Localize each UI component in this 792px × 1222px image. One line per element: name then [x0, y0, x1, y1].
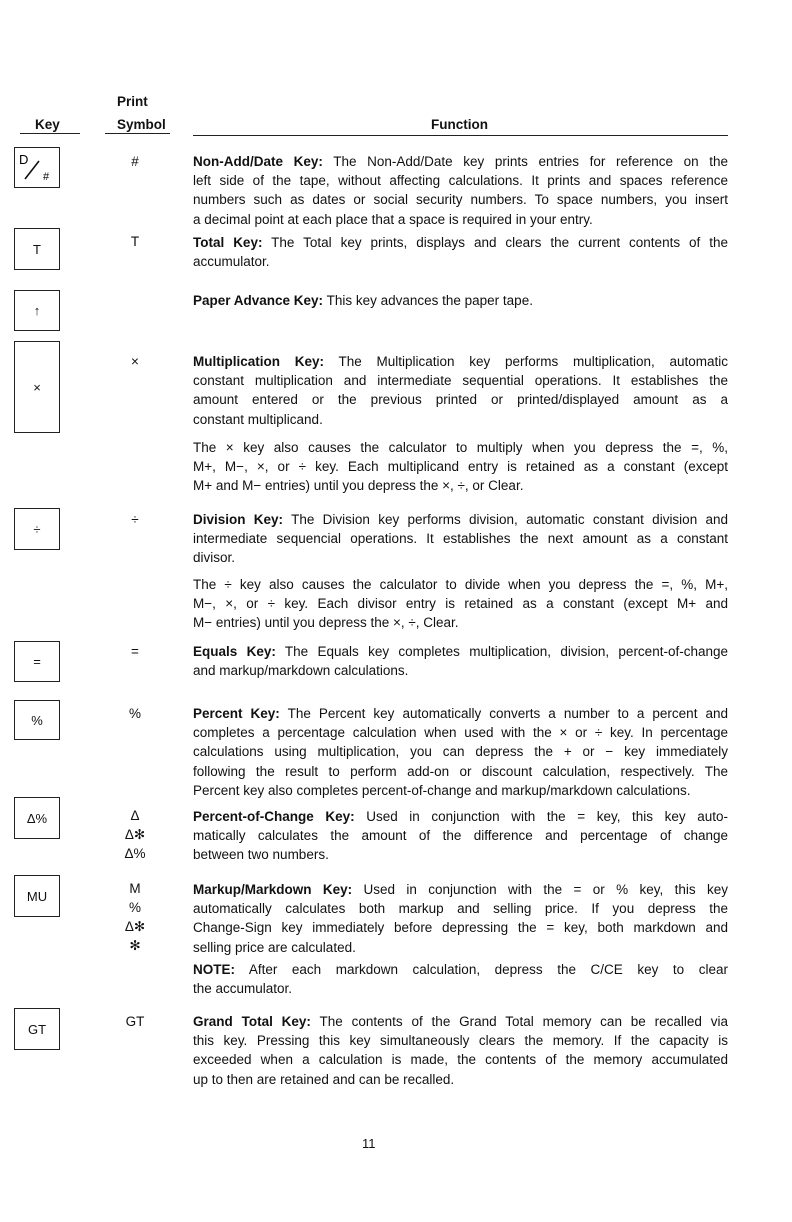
print-symbol — [110, 352, 160, 371]
function-description — [193, 575, 728, 633]
description-line — [193, 510, 728, 529]
print-symbol — [110, 232, 160, 251]
line-text: Change-Sign key immediately before depressing the = key, both markdown and — [193, 920, 728, 936]
print-symbol-line: Δ✻ — [124, 919, 146, 934]
calculator-key — [14, 147, 60, 188]
line-text: a decimal point at each place that a space is required in your entry. — [193, 211, 593, 227]
description-line — [193, 594, 728, 613]
print-symbol-line: % — [128, 706, 141, 721]
divider — [193, 135, 728, 136]
description-line — [193, 704, 728, 723]
description-line — [193, 723, 728, 742]
line-text: The Multiplication key performs multiplication, automatic — [338, 354, 728, 369]
key-label: Δ% — [26, 810, 48, 826]
print-symbol-line: Δ — [130, 808, 140, 823]
line-text: M+, M−, ×, or ÷ key. Each multiplicand entry is retained as a constant (except — [193, 459, 728, 475]
print-symbol — [110, 879, 160, 955]
key-label: GT — [27, 1021, 47, 1037]
line-text: automatically calculates both markup and selling price. If you depress the — [193, 901, 728, 917]
line-text: the accumulator. — [193, 981, 293, 997]
print-symbol-line: = — [131, 644, 139, 659]
print-symbol — [110, 152, 160, 171]
function-description — [193, 291, 728, 310]
key-title: Equals Key: — [193, 644, 276, 659]
line-text: matically calculates the amount of the difference and percentage of change — [193, 828, 728, 844]
description-line — [193, 807, 728, 826]
line-text: amount entered or the previous printed or printed/displayed amount as a — [193, 392, 728, 408]
description-line — [193, 979, 728, 998]
line-text: The Non-Add/Date key prints entries for reference on the — [333, 154, 728, 169]
line-text: M− entries) until you depress the ×, ÷, Clear. — [193, 615, 459, 631]
function-description — [193, 233, 728, 271]
line-text: left side of the tape, without affecting calculations. It prints and spaces reference — [193, 173, 728, 189]
description-line — [193, 190, 728, 209]
line-text: This key advances the paper tape. — [326, 293, 533, 308]
header-symbol: Symbol — [117, 117, 166, 132]
line-text: The Percent key automatically converts a number to a percent and — [287, 706, 728, 721]
divider — [20, 133, 80, 134]
description-line — [193, 661, 728, 680]
print-symbol — [110, 510, 160, 529]
description-line — [193, 1031, 728, 1050]
print-symbol-line: # — [131, 154, 139, 169]
description-line — [193, 438, 728, 457]
line-text: M+ and M− entries) until you depress the ×, ÷, or Clear. — [193, 478, 524, 494]
line-text: up to then are retained and can be recalled. — [193, 1071, 455, 1087]
function-description — [193, 960, 728, 998]
print-symbol-line: M — [129, 881, 141, 896]
non-add-date-key-icon — [15, 149, 59, 187]
key-title: Division Key: — [193, 512, 284, 527]
line-text: Percent key also completes percent-of-change and markup/markdown calculations. — [193, 782, 691, 798]
description-line — [193, 1050, 728, 1069]
print-symbol — [110, 704, 160, 723]
line-text: The Division key performs division, automatic constant division and — [291, 512, 729, 527]
description-line — [193, 826, 728, 845]
description-line — [193, 210, 728, 229]
line-text: constant multiplicand. — [193, 411, 323, 427]
line-text: Used in conjunction with the = or % key, this key — [363, 882, 728, 897]
calculator-key — [14, 641, 60, 682]
key-title: Paper Advance Key: — [193, 293, 324, 308]
divider — [105, 133, 170, 134]
calculator-key — [14, 1008, 60, 1050]
key-label: × — [33, 379, 41, 395]
description-line — [193, 352, 728, 371]
function-description — [193, 510, 728, 568]
print-symbol-line: T — [130, 234, 140, 249]
line-text: exceeded when a calculation is made, the contents of the memory accumulated — [193, 1052, 728, 1068]
svg-text:D: D — [19, 151, 29, 167]
print-symbol-line: Δ% — [124, 846, 146, 861]
line-text: The ÷ key also causes the calculator to divide when you depress the =, %, M+, — [193, 577, 728, 592]
key-label: MU — [26, 888, 48, 904]
key-label: = — [33, 654, 41, 669]
line-text: The contents of the Grand Total memory can be recalled via — [319, 1014, 728, 1029]
calculator-key — [14, 875, 60, 917]
calculator-key — [14, 700, 60, 740]
line-text: divisor. — [193, 550, 236, 566]
key-label: ÷ — [33, 521, 41, 537]
description-line — [193, 642, 728, 661]
key-label: ↑ — [33, 303, 41, 318]
description-line — [193, 548, 728, 567]
function-description — [193, 704, 728, 800]
description-line — [193, 1070, 728, 1089]
function-description — [193, 880, 728, 957]
line-text: calculations using multiplication, you can depress the + or − key immediately — [193, 744, 728, 760]
description-line — [193, 529, 728, 548]
line-text: The × key also causes the calculator to multiply when you depress the =, %, — [193, 440, 728, 455]
print-symbol-line: ÷ — [131, 512, 139, 527]
calculator-key — [14, 228, 60, 270]
print-symbol — [110, 642, 160, 661]
key-title: Percent-of-Change Key: — [193, 809, 355, 824]
line-text: completes a percentage calculation when used with the × or ÷ key. In percentage — [193, 725, 728, 741]
line-text: numbers such as dates or social security numbers. To space numbers, you insert — [193, 192, 728, 208]
description-line — [193, 845, 728, 864]
line-text: selling price are calculated. — [193, 939, 356, 955]
description-line — [193, 171, 728, 190]
line-text: accumulator. — [193, 254, 270, 270]
print-symbol — [110, 1012, 160, 1031]
key-title: NOTE: — [193, 962, 235, 977]
key-title: Grand Total Key: — [193, 1014, 311, 1029]
description-line — [193, 252, 728, 271]
line-text: The Total key prints, displays and clears the current contents of the — [271, 235, 728, 250]
function-description — [193, 1012, 728, 1089]
line-text: intermediate sequencial operations. It establishes the next amount as a constant — [193, 531, 728, 547]
line-text: this key. Pressing this key simultaneously clears the memory. If the capacity is — [193, 1033, 728, 1049]
description-line — [193, 410, 728, 429]
print-symbol-line: Δ✻ — [124, 827, 146, 842]
print-symbol-line: ✻ — [129, 938, 141, 953]
description-line — [193, 152, 728, 171]
line-text: Used in conjunction with the = key, this key auto- — [366, 809, 728, 824]
function-description — [193, 642, 728, 680]
svg-text:#: # — [43, 170, 50, 183]
line-text: The Equals key completes multiplication, division, percent-of-change — [284, 644, 728, 659]
print-symbol — [110, 806, 160, 863]
description-line — [193, 918, 728, 937]
key-title: Non-Add/Date Key: — [193, 154, 323, 169]
line-text: following the result to perform add-on or discount calculation, respectively. The — [193, 763, 728, 779]
line-text: constant multiplication and intermediate sequential operations. It establishes the — [193, 373, 728, 389]
description-line — [193, 233, 728, 252]
page-number: 11 — [362, 1136, 376, 1151]
print-symbol-line: × — [131, 354, 139, 369]
line-text: between two numbers. — [193, 847, 329, 863]
key-label: T — [33, 241, 41, 257]
description-line — [193, 762, 728, 781]
key-title: Markup/Markdown Key: — [193, 882, 353, 897]
description-line — [193, 371, 728, 390]
key-title: Multiplication Key: — [193, 354, 324, 369]
line-text: and markup/markdown calculations. — [193, 663, 409, 679]
calculator-key — [14, 341, 60, 433]
line-text: After each markdown calculation, depress the C/CE key to clear — [248, 962, 728, 977]
header-key: Key — [35, 117, 60, 132]
description-line — [193, 880, 728, 899]
header-function: Function — [431, 117, 488, 132]
description-line — [193, 457, 728, 476]
description-line — [193, 476, 728, 495]
description-line — [193, 291, 728, 310]
function-description — [193, 152, 728, 229]
print-symbol-line: GT — [125, 1014, 145, 1029]
key-title: Total Key: — [193, 235, 263, 250]
key-title: Percent Key: — [193, 706, 280, 721]
line-text: M−, ×, or ÷ key. Each divisor entry is retained as a constant (except M+ and — [193, 596, 728, 612]
calculator-key — [14, 508, 60, 550]
key-label: % — [31, 712, 43, 728]
calculator-key — [14, 797, 60, 839]
calculator-key — [14, 290, 60, 331]
description-line — [193, 938, 728, 957]
function-description — [193, 438, 728, 496]
description-line — [193, 960, 728, 979]
description-line — [193, 613, 728, 632]
description-line — [193, 390, 728, 409]
description-line — [193, 781, 728, 800]
description-line — [193, 742, 728, 761]
header-print: Print — [117, 94, 148, 109]
description-line — [193, 1012, 728, 1031]
function-description — [193, 807, 728, 865]
description-line — [193, 575, 728, 594]
description-line — [193, 899, 728, 918]
function-description — [193, 352, 728, 429]
print-symbol-line: % — [128, 900, 141, 915]
